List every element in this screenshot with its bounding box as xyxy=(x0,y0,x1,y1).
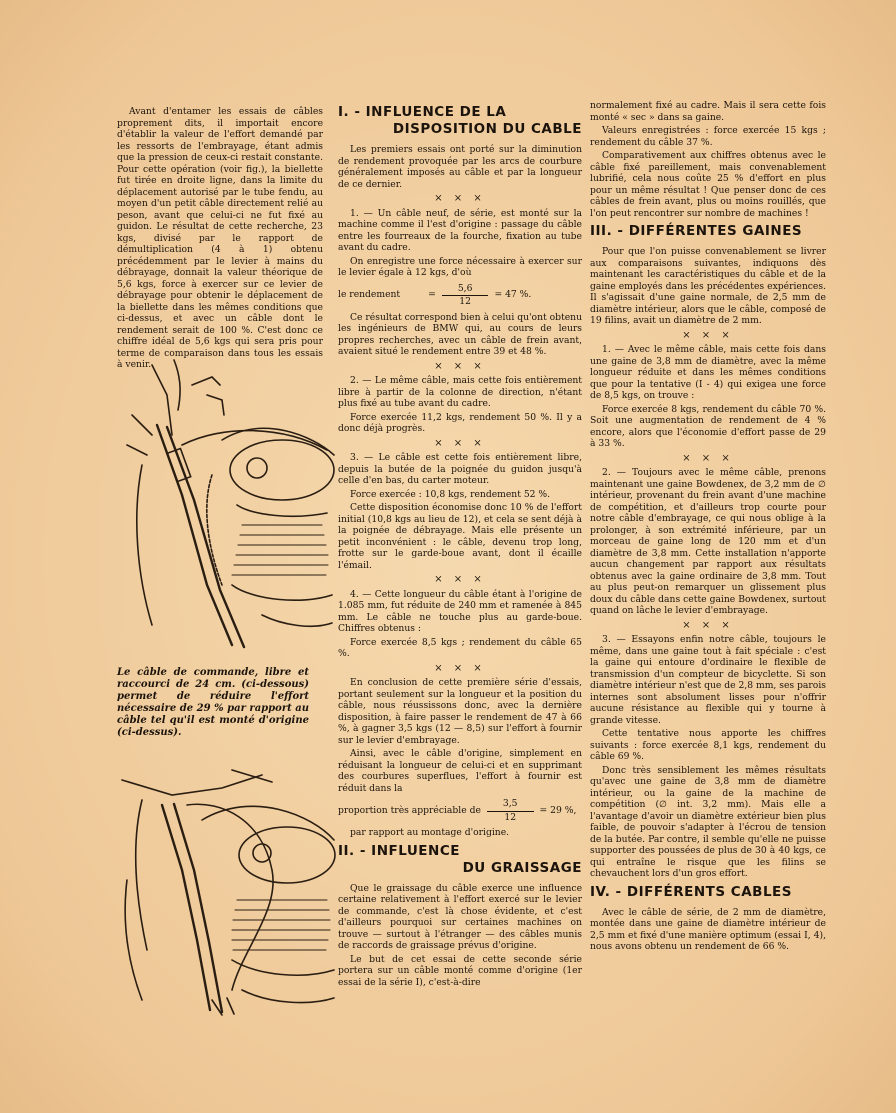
paragraph: Pour que l'on puisse convenablement se livrer aux comparaisons suivantes, indiquons dès maintenant les caractéristiques du câble et de la gaine employés dans les précédentes expériences. Il s'agissait d'une gaine normale, de 2,5 mm de diamètre intérieur, alors que le câble, composé de 19 filins, avait un diamètre de 2 mm. xyxy=(590,246,826,326)
paragraph: Donc très sensiblement les mêmes résultats qu'avec une gaine de 3,8 mm de diamètre intérieur, ou la gaine de la machine de compétition (∅ int. 3,2 mm). Mais elle a l'avantage d'avoir un diamètre extérieur bien plus faible, de pouvoir s'adapter à l'écrou de tension de la butée. Par contre, il semble qu'elle ne puisse supporter des poussées de plus de 30 à 40 kgs, ce qui entraîne le risque que les filins se chevauchent lors d'un gros effort. xyxy=(590,764,826,879)
fraction-numerator: 3,5 xyxy=(487,798,534,812)
separator: × × × xyxy=(682,452,734,464)
paragraph: Force exercée 8,5 kgs ; rendement du câble 65 %. xyxy=(338,636,582,659)
paragraph: Les premiers essais ont porté sur la diminution de rendement provoquée par les arcs de courbure généralement imposés au câble et par la longueur de ce dernier. xyxy=(338,144,582,190)
paragraph: Force exercée : 10,8 kgs, rendement 52 %. xyxy=(350,488,551,500)
separator: × × × xyxy=(434,437,486,449)
paragraph: normalement fixé au cadre. Mais il sera cette fois monté « sec » dans sa gaine. xyxy=(590,100,826,123)
fraction-denominator: 12 xyxy=(504,811,517,823)
section-heading-1-line-1: I. - INFLUENCE DE LA xyxy=(338,104,507,120)
formula-label: proportion très appréciable de xyxy=(338,804,481,816)
fraction-denominator: 12 xyxy=(459,296,471,307)
intro-paragraph: Avant d'entamer les essais de câbles proprement dits, il importait encore d'établir la valeur de l'effort demandé par les ressorts de l'embrayage, étant admis que la pression de ceux-ci restait constante. Pour cette opération (voir fig.), la biellette fut tirée en droite ligne, dans la limite du déplacement autorisé par le tube fendu, au moyen d'un petit câble directement relié au peson, avant que celui-ci ne fut fixé au guidon. Le résultat de cette recherche, 23 kgs, divisé par le rapport de démultiplication (4 à 1) obtenu précédemment par le levier à mains du débrayage, donnait la valeur théorique de 5,6 kgs, force à exercer sur ce levier de débrayage pour obtenir le déplacement de la biellette dans les mêmes conditions que ci-dessus, et avec un câble dont le rendement serait de 100 %. C'est donc ce chiffre idéal de 5,6 kgs qui sera pris pour terme de comparaison dans tous les essais à venir. xyxy=(117,106,323,370)
formula-rendement: le rendement = $\frac{5,6}{12}$ = 47 %. xyxy=(338,282,532,307)
paragraph: Que le graissage du câble exerce une influence certaine relativement à l'effort exercé sur le levier de commande, c'est là chose évidente, et c'est d'ailleurs pourquoi sur certaines machines on trouve — surtout à l'étranger — des câbles munis de raccords de graissage prévus d'origine. xyxy=(338,882,582,951)
figure-caption xyxy=(117,667,309,739)
fraction xyxy=(442,283,489,308)
paragraph: 2. — Le même câble, mais cette fois entièrement libre à partir de la colonne de direction, n'étant plus fixé au tube avant du cadre. xyxy=(338,375,582,409)
section-heading-1 xyxy=(338,104,582,138)
separator: × × × xyxy=(434,193,486,204)
paragraph: 1. — Avec le même câble, mais cette fois dans une gaine de 3,8 mm de diamètre, avec la même longueur réduite et dans les mêmes conditions que pour la tentative (I - 4) qui exigea une force de 8,5 kgs, on trouve : xyxy=(590,344,826,401)
paragraph: Comparativement aux chiffres obtenus avec le câble fixé pareillement, mais convenablement lubrifié, cela nous coûte 25 % d'effort en plus pour un même résultat ! Que penser donc de ces câbles de frein avant, plus ou moins rouillés, que l'on peut rencontrer sur nombre de machines ! xyxy=(590,150,826,219)
fraction-numerator: 5,6 xyxy=(442,283,489,297)
paragraph: Le but de cet essai de cette seconde série portera sur un câble monté comme d'origine (1er essai de la série I), c'est-à-dire xyxy=(338,953,582,988)
paragraph: Force exercée 8 kgs, rendement du câble 70 %. Soit une augmentation de rendement de 4 % encore, alors que l'économie d'effort passe de 29 à 33 %. xyxy=(590,403,826,449)
figure-caption-text: Le câble de commande, libre et raccourci de 24 cm. (ci-dessous) permet de réduire l'effort nécessaire de 29 % par rapport au câble tel qu'il est monté d'origine (ci-dessus). xyxy=(117,667,309,738)
paragraph: 2. — Toujours avec le même câble, prenons maintenant une gaine Bowdenex, de 3,2 mm de ∅ intérieur, provenant du frein avant d'une machine de compétition, et d'ailleurs trop courte pour notre câble d'embrayage, ce qui nous oblige à la prolonger, à son extrémité inférieure, par un morceau de gaine long de 120 mm et d'un diamètre de 3,8 mm. Cette installation n'apporte aucun changement par rapport aux résultats obtenus avec la gaine ordinaire de 3,8 mm. Tout au plus peut-on remarquer un glissement plus doux du câble dans cette gaine Bowdenex, surtout quand on lâche le levier d'embrayage. xyxy=(590,467,826,616)
section-heading-2-line-2: DU GRAISSAGE xyxy=(462,859,582,876)
paragraph: Ainsi, avec le câble d'origine, simplement en réduisant la longueur de celui-ci et en supprimant des courbures superflues, l'effort à fournir est réduit dans la xyxy=(338,748,582,794)
paragraph: Cette tentative nous apporte les chiffres suivants : force exercée 8,1 kgs, rendement du câble 69 %. xyxy=(590,728,826,762)
formula-label: le rendement xyxy=(338,289,401,301)
paragraph: Valeurs enregistrées : force exercée 15 kgs ; rendement du câble 37 %. xyxy=(590,125,826,148)
paragraph: par rapport au montage d'origine. xyxy=(350,827,510,838)
paragraph: En conclusion de cette première série d'essais, portant seulement sur la longueur et la position du câble, nous réussissons donc, avec la dernière disposition, à faire passer le rendement de 47 à 66 %, à gagner 3,5 kgs (12 — 8,5) sur l'effort à fournir sur le levier d'embrayage. xyxy=(338,677,582,746)
section-heading-2-line-1: II. - INFLUENCE xyxy=(338,842,460,859)
formula-result: = 29 %, xyxy=(539,804,577,816)
paragraph: 1. — Un câble neuf, de série, est monté sur la machine comme il l'est d'origine : passage du câble entre les fourreaux de la fourche, fixation au tube avant du cadre. xyxy=(338,207,582,253)
motorcycle-handlebar-drawing-top xyxy=(112,355,338,655)
paragraph: Avec le câble de série, de 2 mm de diamètre, montée dans une gaine de diamètre intérieur de 2,5 mm et fixé d'une manière optimum (essai I, 4), nous avons obtenu un rendement de 66 %. xyxy=(590,906,826,952)
paragraph: Force exercée 11,2 kgs, rendement 50 %. Il y a donc déjà progrès. xyxy=(338,411,582,434)
column-1 xyxy=(117,106,323,373)
separator: × × × xyxy=(434,574,486,585)
separator: × × × xyxy=(434,360,486,372)
motorcycle-handlebar-drawing-bottom xyxy=(112,760,338,1020)
section-heading-4: IV. - DIFFÉRENTS CABLES xyxy=(590,883,792,900)
paragraph: Cette disposition économise donc 10 % de l'effort initial (10,8 kgs au lieu de 12), et cela se sent déjà à la poignée de débrayage. Mais elle présente un petit inconvénient : le câble, devenu trop long, frotte sur le garde-boue avant, dont il écaille l'émail. xyxy=(338,502,582,571)
paragraph: On enregistre une force nécessaire à exercer sur le levier égale à 12 kgs, d'où xyxy=(338,255,582,278)
paragraph: 3. — Essayons enfin notre câble, toujours le même, dans une gaine tout à fait spéciale : c'est la gaine qui entoure d'ordinaire le flexible de transmission d'un compteur de bicyclette. Si son diamètre intérieur n'est que de 2,8 mm, ses parois internes sont absolument lisses pour n'offrir aucune résistance au flexible qui y tourne à grande vitesse. xyxy=(590,634,826,726)
section-heading-1-line-2: DISPOSITION DU CABLE xyxy=(392,121,582,137)
formula-proportion xyxy=(338,798,582,823)
section-heading-2 xyxy=(338,843,582,877)
column-3 xyxy=(590,100,826,955)
separator: × × × xyxy=(434,662,486,674)
separator: × × × xyxy=(682,619,734,631)
paragraph: Ce résultat correspond bien à celui qu'ont obtenu les ingénieurs de BMW qui, au cours de leurs propres recherches, avec un câble de frein avant, avaient situé le rendement entre 39 et 48 %. xyxy=(338,311,582,357)
paragraph: 4. — Cette longueur du câble étant à l'origine de 1.085 mm, fut réduite de 240 mm et ramenée à 845 mm. Le câble ne touche plus au garde-boue. Chiffres obtenus : xyxy=(338,588,582,634)
separator: × × × xyxy=(682,329,734,341)
paragraph: 3. — Le câble est cette fois entièrement libre, depuis la butée de la poignée du guidon jusqu'à celle d'en bas, du carter moteur. xyxy=(338,452,582,486)
section-heading-3: III. - DIFFÉRENTES GAINES xyxy=(590,223,803,239)
column-2 xyxy=(338,100,582,990)
formula-result: = 47 %. xyxy=(494,289,532,301)
fraction xyxy=(487,798,534,823)
